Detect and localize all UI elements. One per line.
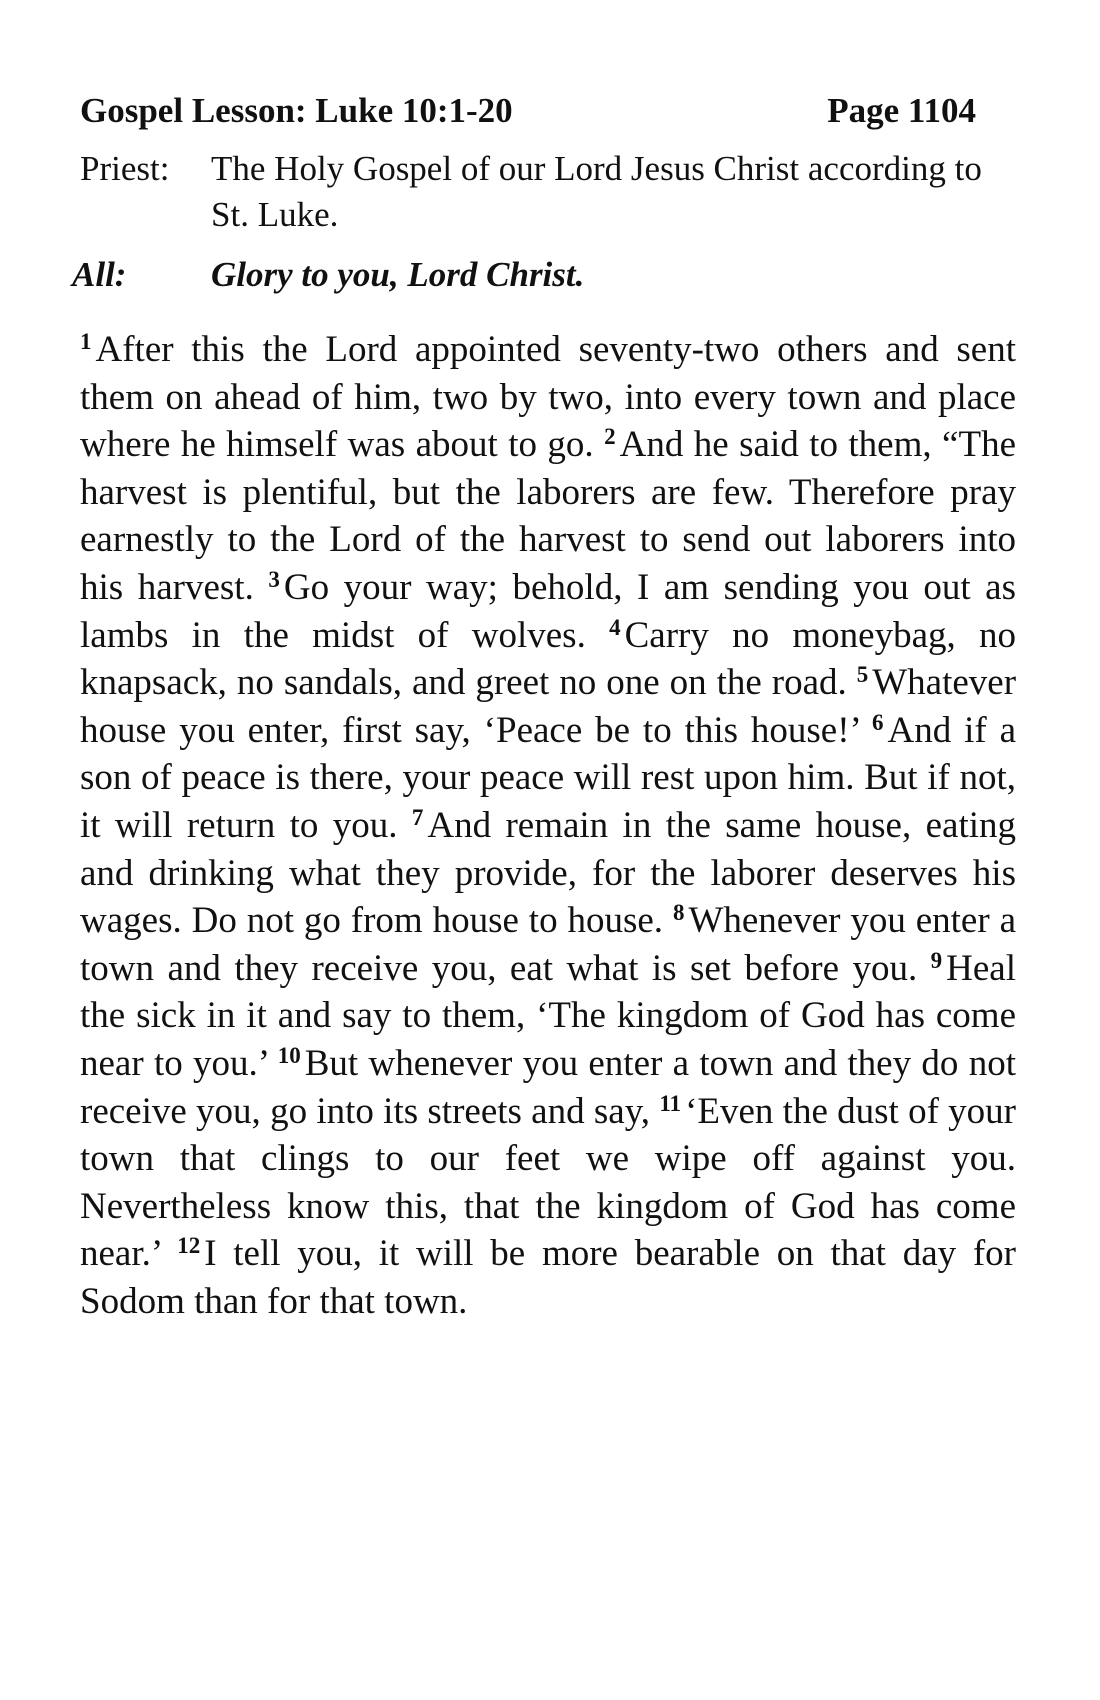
verse-text: But whenever you enter a town and they do not receive you, go into its streets and say, (80, 1042, 1016, 1132)
verse-number: 4 (609, 614, 621, 640)
verse-text: And he said to them, “The harvest is plentiful, but the laborers are few. Therefore pray earnestly to the Lord of the harvest to send out laborers into his harvest. (80, 424, 1017, 608)
verse-text: ‘Even the dust of your town that clings to our feet we wipe off against you. Nevertheless know this, that the kingdom of God has come near.’ (80, 1090, 1016, 1275)
verse-number: 6 (872, 709, 884, 735)
document-page (72, 88, 1017, 1325)
verse-text: Heal the sick in it and say to them, ‘The kingdom of God has come near to you.’ (80, 947, 1017, 1084)
lesson-title: Gospel Lesson: Luke 10:1-20 (80, 91, 513, 130)
priest-response (80, 146, 1016, 238)
verse-number: 9 (930, 947, 943, 973)
verse-number: 11 (659, 1090, 682, 1116)
speaker-label: Priest: (80, 149, 170, 188)
congregation-response (72, 252, 1016, 298)
verse-text: Go your way; behold, I am sending you out as lambs in the midst of wolves. (80, 566, 1016, 656)
verse-text: I tell you, it will be more bearable on that day for Sodom than for that town. (80, 1233, 1016, 1322)
response-text: The Holy Gospel of our Lord Jesus Christ according to St. Luke. (211, 149, 982, 234)
verse-text: Whenever you enter a town and they receive you, eat what is set before you. (80, 900, 1016, 989)
verse-text: Whatever house you enter, first say, ‘Peace be to this house!’ (80, 662, 1017, 751)
verse-text: And if a son of peace is there, your peace will rest upon him. But if not, it will return to you. (80, 709, 1016, 846)
speaker-label: All: (72, 255, 127, 294)
lesson-heading (80, 88, 1016, 134)
verse-text: And remain in the same house, eating and drinking what they provide, for the laborer deserves his wages. Do not go from house to house. (80, 804, 1017, 942)
response-text: Glory to you, Lord Christ. (211, 255, 585, 294)
verse-number: 12 (177, 1233, 201, 1259)
verse-number: 2 (604, 424, 616, 450)
verse-number: 1 (80, 329, 92, 354)
page-reference: Page 1104 (827, 91, 976, 130)
verse-number: 7 (411, 804, 424, 830)
verse-number: 8 (672, 900, 685, 926)
verse-number: 10 (277, 1042, 301, 1068)
verse-text: After this the Lord appointed seventy-two others and sent them on ahead of him, two by two, into every town and place where he himself was about to go. (80, 329, 1016, 466)
verse-number: 5 (856, 662, 869, 688)
verse-text: Carry no moneybag, no knapsack, no sandals, and greet no one on the road. (80, 614, 1017, 704)
scripture-reading (80, 326, 1016, 1325)
verse-number: 3 (268, 566, 280, 592)
